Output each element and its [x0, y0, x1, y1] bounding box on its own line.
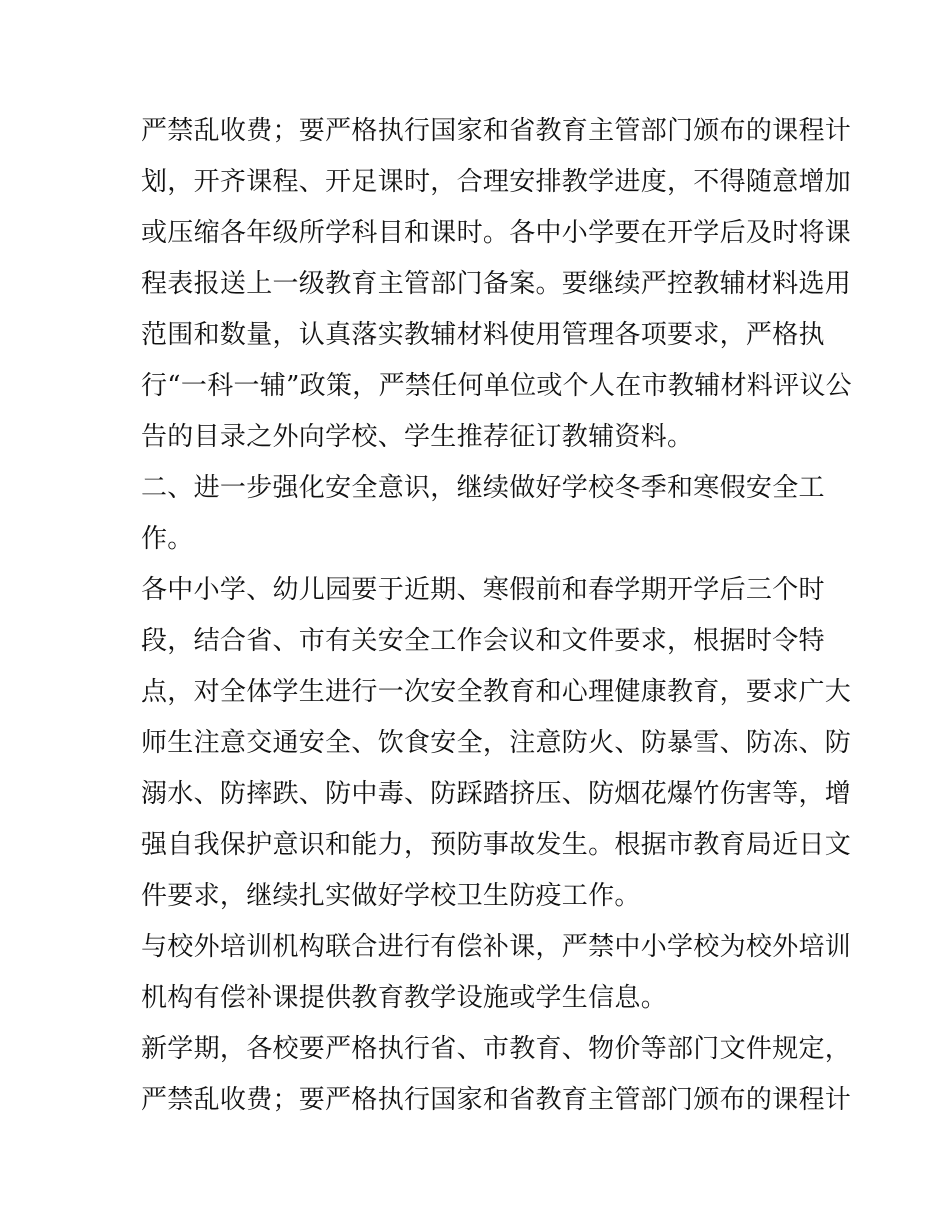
text-line: 严禁乱收费；要严格执行国家和省教育主管部门颁布的课程计 — [141, 1085, 852, 1115]
text-line: 或压缩各年级所学科目和课时。各中小学要在开学后及时将课 — [141, 218, 852, 248]
text-line: 点，对全体学生进行一次安全教育和心理健康教育，要求广大 — [141, 677, 852, 707]
text-line: 溺水、防摔跌、防中毒、防踩踏挤压、防烟花爆竹伤害等，增 — [141, 779, 852, 809]
text-line: 告的目录之外向学校、学生推荐征订教辅资料。 — [141, 422, 694, 452]
text-line: 严禁乱收费；要严格执行国家和省教育主管部门颁布的课程计 — [141, 116, 852, 146]
text-line: 行“一科一辅”政策，严禁任何单位或个人在市教辅材料评议公 — [141, 371, 852, 401]
text-line: 师生注意交通安全、饮食安全，注意防火、防暴雪、防冻、防 — [141, 728, 852, 758]
text-line: 新学期，各校要严格执行省、市教育、物价等部门文件规定， — [141, 1034, 852, 1064]
document-body — [141, 106, 852, 1126]
text-line: 机构有偿补课提供教育教学设施或学生信息。 — [141, 983, 668, 1013]
text-line: 范围和数量，认真落实教辅材料使用管理各项要求，严格执 — [141, 320, 825, 350]
text-line: 强自我保护意识和能力，预防事故发生。根据市教育局近日文 — [141, 830, 852, 860]
text-line: 程表报送上一级教育主管部门备案。要继续严控教辅材料选用 — [141, 269, 852, 299]
text-line: 各中小学、幼儿园要于近期、寒假前和春学期开学后三个时 — [141, 575, 825, 605]
text-line: 与校外培训机构联合进行有偿补课，严禁中小学校为校外培训 — [141, 932, 852, 962]
text-line: 段，结合省、市有关安全工作会议和文件要求，根据时令特 — [141, 626, 825, 656]
text-line: 件要求，继续扎实做好学校卫生防疫工作。 — [141, 881, 641, 911]
section-heading-line: 作。 — [141, 524, 194, 554]
section-heading-line: 二、进一步强化安全意识，继续做好学校冬季和寒假安全工 — [141, 473, 825, 503]
text-line: 划，开齐课程、开足课时，合理安排教学进度，不得随意增加 — [141, 167, 852, 197]
